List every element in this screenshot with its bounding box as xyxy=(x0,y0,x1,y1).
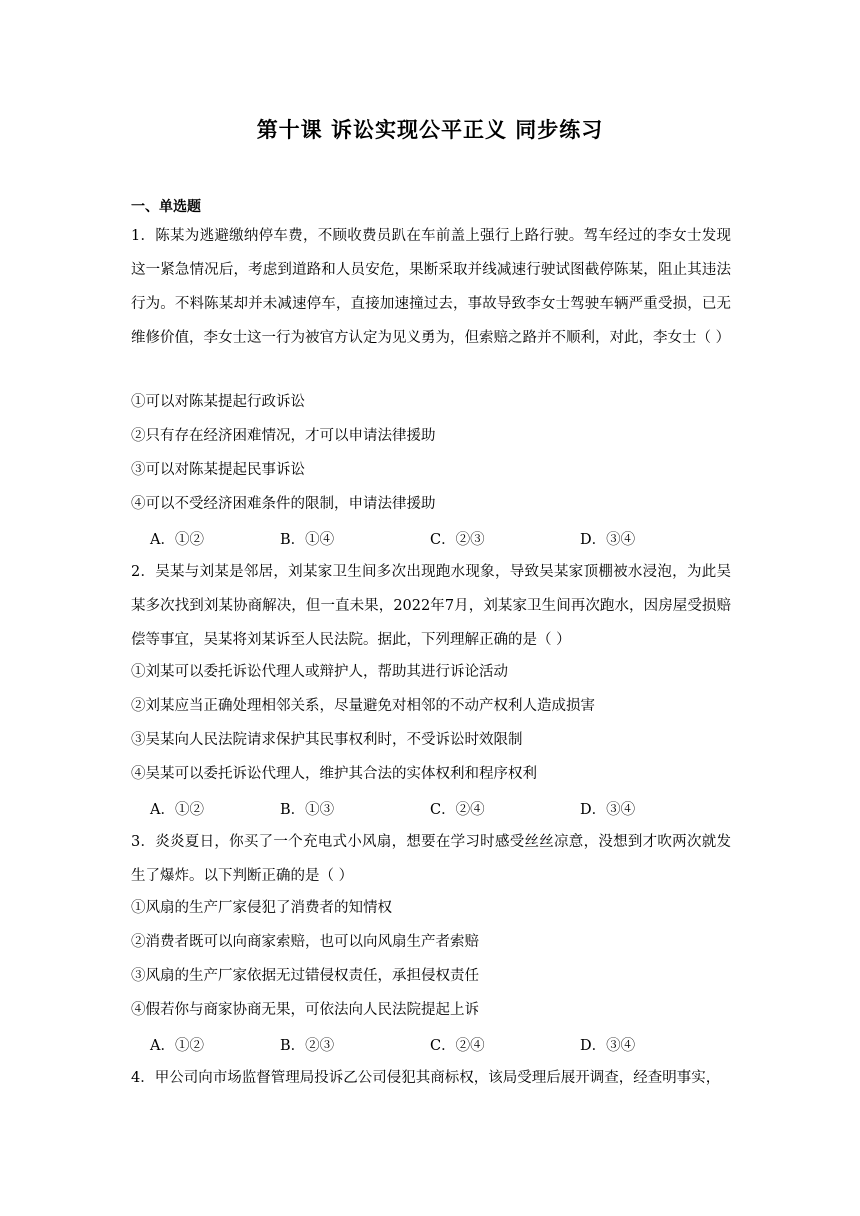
question-2-option-2: ②刘某应当正确处理相邻关系，尽量避免对相邻的不动产权利人造成损害 xyxy=(131,698,595,714)
question-3-stem: 3．炎炎夏日，你买了一个充电式小风扇，想要在学习时感受丝丝凉意，没想到才吹两次就发生了爆炸。以下判断正确的是（ ） xyxy=(131,834,731,884)
question-2-option-4: ④吴某可以委托诉讼代理人，维护其合法的实体权利和程序权利 xyxy=(131,766,537,782)
question-2-choice-d[interactable]: D．③④ xyxy=(580,802,636,818)
question-2-option-3: ③吴某向人民法院请求保护其民事权利时，不受诉讼时效限制 xyxy=(131,732,523,748)
question-2-choice-b[interactable]: B．①③ xyxy=(280,802,335,818)
question-1-choices xyxy=(0,528,860,548)
section-heading: 一、单选题 xyxy=(131,199,201,215)
question-2-choice-a[interactable]: A．①② xyxy=(150,802,204,818)
question-1-option-2: ②只有存在经济困难情况，才可以申请法律援助 xyxy=(131,428,436,444)
question-3-choices xyxy=(0,1034,860,1054)
question-2-choice-c[interactable]: C．②④ xyxy=(430,802,485,818)
question-3-choice-d[interactable]: D．③④ xyxy=(580,1038,636,1054)
question-3-choice-a[interactable]: A．①② xyxy=(150,1038,204,1054)
question-3-choice-c[interactable]: C．②④ xyxy=(430,1038,485,1054)
question-1-choice-b[interactable]: B．①④ xyxy=(280,532,335,548)
question-2-stem: 2．吴某与刘某是邻居，刘某家卫生间多次出现跑水现象，导致吴某家顶棚被水浸泡，为此吴某多次找到刘某协商解决，但一直未果，2022年7月，刘某家卫生间再次跑水，因房屋受损赔偿等事宜，吴某将刘某诉至人民法院。据此，下列理解正确的是（ ） xyxy=(131,564,731,648)
question-3-option-4: ④假若你与商家协商无果，可依法向人民法院提起上诉 xyxy=(131,1002,479,1018)
page-title: 第十课 诉讼实现公平正义 同步练习 xyxy=(256,118,604,142)
question-3-option-1: ①风扇的生产厂家侵犯了消费者的知情权 xyxy=(131,900,392,916)
question-1-option-1: ①可以对陈某提起行政诉讼 xyxy=(131,394,305,410)
question-1-stem: 1．陈某为逃避缴纳停车费，不顾收费员趴在车前盖上强行上路行驶。驾车经过的李女士发现这一紧急情况后，考虑到道路和人员安危，果断采取并线减速行驶试图截停陈某，阻止其违法行为。不料陈某却并未减速停车，直接加速撞过去，事故导致李女士驾驶车辆严重受损，已无维修价值，李女士这一行为被官方认定为见义勇为，但索赔之路并不顺利，对此，李女士（ ） xyxy=(131,228,731,346)
question-1-option-3: ③可以对陈某提起民事诉讼 xyxy=(131,462,305,478)
question-3-choice-b[interactable]: B．②③ xyxy=(280,1038,335,1054)
question-2-option-1: ①刘某可以委托诉讼代理人或辩护人，帮助其进行诉论活动 xyxy=(131,664,508,680)
question-2-choices xyxy=(0,798,860,818)
question-1-choice-c[interactable]: C．②③ xyxy=(430,532,485,548)
question-1-choice-a[interactable]: A．①② xyxy=(150,532,204,548)
question-3-option-2: ②消费者既可以向商家索赔，也可以向风扇生产者索赔 xyxy=(131,934,479,950)
question-1-option-4: ④可以不受经济困难条件的限制，申请法律援助 xyxy=(131,496,436,512)
question-3-option-3: ③风扇的生产厂家依据无过错侵权责任，承担侵权责任 xyxy=(131,968,479,984)
question-4-stem: 4．甲公司向市场监督管理局投诉乙公司侵犯其商标权，该局受理后展开调查，经查明事实， xyxy=(131,1070,721,1086)
question-1-choice-d[interactable]: D．③④ xyxy=(580,532,636,548)
